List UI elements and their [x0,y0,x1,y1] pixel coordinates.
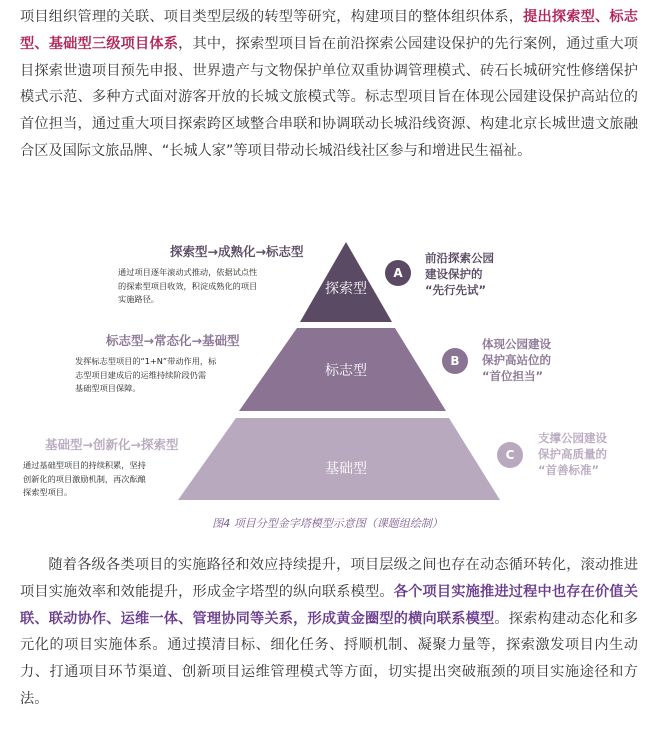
side-text-c: 支撑公园建设 保护高质量的 “首善标准” [538,431,607,477]
tier-title-base: 基础型→创新化→探索型 [45,437,179,452]
intro-paragraph: 项目组织管理的关联、项目类型层级的转型等研究，构建项目的整体组织体系，提出探索型、标志型、基础型三级项目体系，其中，探索型项目旨在前沿探索公园建设保护的先行案例，通过重大项目探索世遗项目预先申报、世界遗产与文物保护单位双重协调管理模式、砖石长城研究性修缮保护模式示范、多种方式面对游客开放的长城文旅模式等。标志型项目旨在体现公园建设保护高站位的首位担当，通过重大项目探索跨区域整合串联和协调联动长城沿线资源、构建北京长城世遗文旅融合区及国际文旅品牌、“长城人家”等项目带动长城沿线社区参与和增进民生福祉。 [20,9,638,159]
pyramid-figure [0,230,655,536]
tier-label-explore: 探索型 [325,281,367,297]
tier-label-landmark: 标志型 [325,363,367,379]
highlight-golden-circle: 各个项目实施推进过程中也存在价值关联、联动协作、运维一体、管理协同等关系，形成黄金圈型的横向联系模型 [20,583,638,627]
highlight-three-tier: 提出探索型、标志型、基础型三级项目体系 [20,9,638,52]
badge-b: B [442,348,468,374]
tier-title-explore: 探索型→成熟化→标志型 [170,244,304,259]
tier-title-landmark: 标志型→常态化→基础型 [106,333,240,348]
figure-caption: 图4 项目分型金字塔模型示意图（课题组绘制） [212,517,443,530]
badge-c: C [497,442,523,468]
tier-desc-landmark: 发挥标志型项目的“1+N”带动作用，标 志型项目建成后的运维持续阶段仍需 基础型项目保障。 [75,356,217,393]
tier-desc-base: 通过基础型项目的持续积累，坚持 创新化的项目激励机制，再次酝酿 探索型项目。 [23,460,146,497]
side-text-b: 体现公园建设 保护高站位的 “首位担当” [482,337,551,383]
side-text-a: 前沿探索公园 建设保护的 “先行先试” [425,251,494,297]
tier-desc-explore: 通过项目逐年滚动式推动，依据试点性 的探索型项目收效，积淀成熟化的项目 实施路径。 [118,267,258,304]
badge-a: A [385,260,411,286]
closing-paragraph: 随着各级各类项目的实施路径和效应持续提升，项目层级之间也存在动态循环转化，滚动推进项目实施效率和效能提升，形成金字塔型的纵向联系模型。各个项目实施推进过程中也存在价值关联、联动协作、运维一体、管理协同等关系，形成黄金圈型的横向联系模型。探索构建动态化和多元化的项目实施体系。通过摸清目标、细化任务、捋顺机制、凝聚力量等，探索激发项目内生动力、打通项目环节渠道、创新项目运维管理模式等方面，切实提出突破瓶颈的项目实施途径和方法。 [20,557,638,707]
tier-label-base: 基础型 [325,461,367,477]
